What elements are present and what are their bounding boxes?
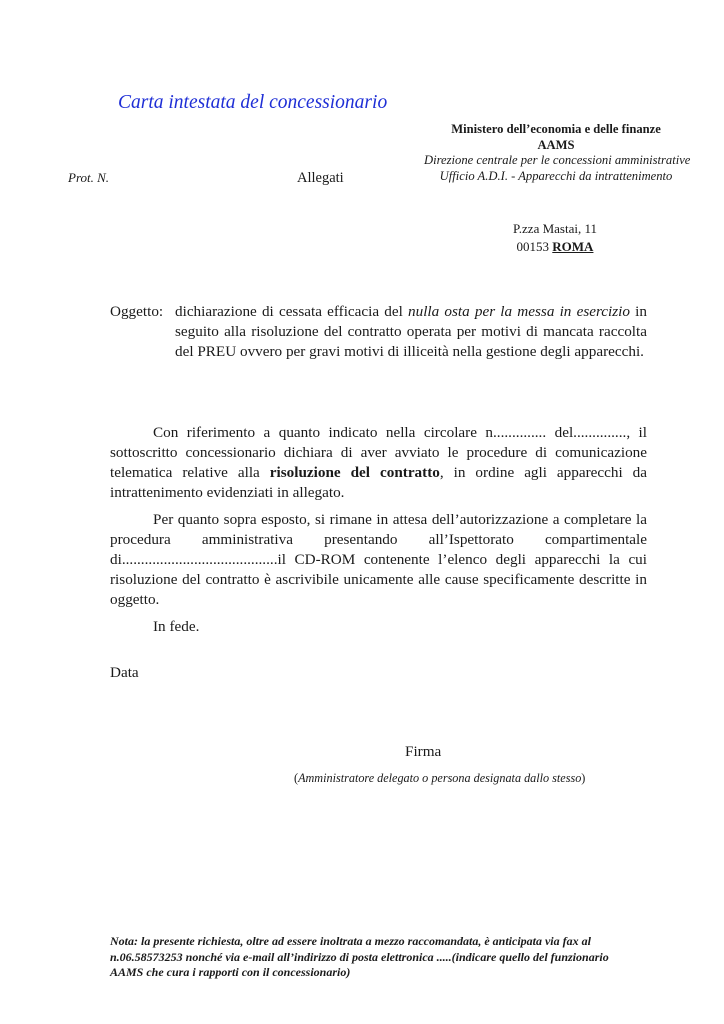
para1-text-bold: risoluzione del contratto <box>269 464 440 481</box>
footnote: Nota: la presente richiesta, oltre ad essere inoltrata a mezzo raccomandata, è anticipata via fax al n.06.58573253 nonché via e-mail all’indirizzo di posta elettronica .....(indicare quello del funzionario AAMS che cura i rapporti con il concessionario) <box>110 934 609 979</box>
body-paragraph-2: Per quanto sopra esposto, si rimane in attesa dell’autorizzazione a completare la procedura amministrativa presentando all’Ispettorato compartimentale di.........................................il CD-ROM contenente l’elenco degli apparecchi la cui risoluzione del contratto è ascrivibile unicamente alle cause specificamente descritte in oggetto. <box>110 511 647 608</box>
signature-note-close: ) <box>581 771 586 785</box>
recipient-address <box>500 220 610 255</box>
prot-label: Prot. N. <box>68 170 110 185</box>
subject-block <box>110 302 647 362</box>
subject-text-italic: nulla osta per la messa in esercizio <box>408 303 630 320</box>
direction-name: Direzione centrale per le concessioni amministrative <box>424 153 691 167</box>
subject-text-before: dichiarazione di cessata efficacia del <box>175 303 403 320</box>
office-name: Ufficio A.D.I. - Apparecchi da intrattenimento <box>439 168 673 183</box>
ministry-name: Ministero dell’economia e delle finanze <box>451 122 661 136</box>
signature-label: Firma <box>405 743 442 760</box>
subject-label: Oggetto: <box>110 303 164 320</box>
closing-line: In fede. <box>153 618 200 635</box>
address-city-line <box>500 238 610 256</box>
attachments-label: Allegati <box>297 170 344 186</box>
address-street: P.zza Mastai, 11 <box>513 221 597 236</box>
agency-name: AAMS <box>537 137 575 152</box>
signature-note <box>294 771 585 786</box>
signature-note-open: ( <box>294 771 299 785</box>
para1-text-before: Con riferimento a quanto indicato nella circolare n.............. del.............., il sottoscritto concessionario dichiara di aver avviato le procedure di comunicazione telematica relative alla <box>110 424 647 481</box>
para1-text-after: , in ordine agli apparecchi da intrattenimento evidenziati in allegato. <box>110 464 647 501</box>
subject-text-after: in seguito alla risoluzione del contratto operata per motivi di mancata raccolta del PREU ovvero per gravi motivi di illiceità nella gestione degli apparecchi. <box>175 303 647 360</box>
letterhead-title: Carta intestata del concessionario <box>118 92 388 113</box>
letter-body <box>110 423 647 644</box>
subject-text <box>175 302 647 362</box>
signature-note-text: Amministratore delegato o persona designata dallo stesso <box>298 771 582 785</box>
date-label: Data <box>110 664 139 681</box>
address-city: ROMA <box>552 238 594 254</box>
address-postcode: 00153 <box>516 238 550 254</box>
recipient-block <box>424 122 691 184</box>
body-paragraph-1 <box>110 423 647 503</box>
